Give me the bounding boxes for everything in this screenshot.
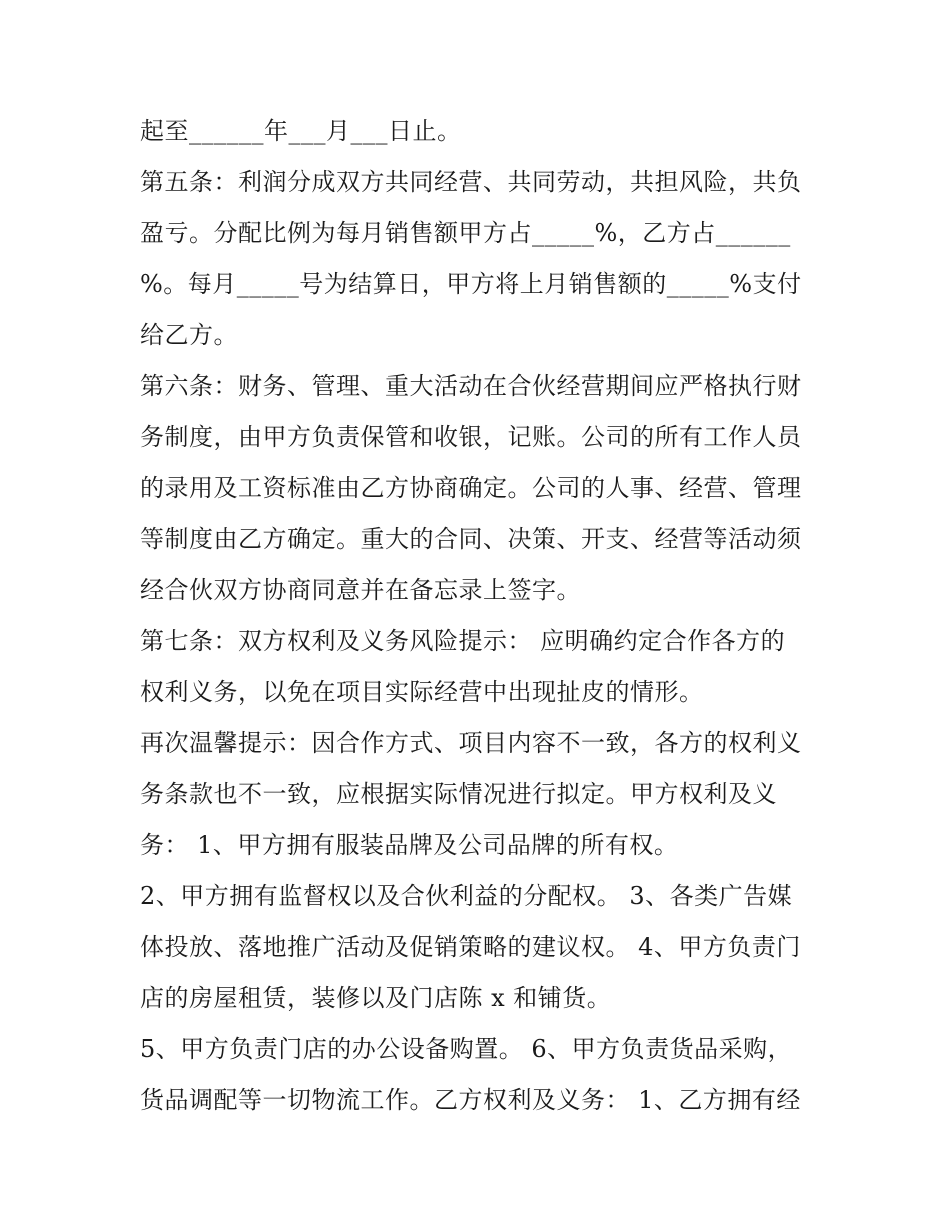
text-line: 盈亏。分配比例为每月销售额甲方占_____%，乙方占______	[140, 219, 791, 247]
text-line: 等制度由乙方确定。重大的合同、决策、开支、经营等活动须	[140, 525, 802, 553]
text-line: 权利义务，以免在项目实际经营中出现扯皮的情形。	[140, 678, 704, 706]
text-line: 的录用及工资标准由乙方协商确定。公司的人事、经营、管理	[140, 474, 802, 502]
text-line: 第六条：财务、管理、重大活动在合伙经营期间应严格执行财	[140, 372, 802, 400]
text-line: 务条款也不一致，应根据实际情况进行拟定。甲方权利及义	[140, 780, 777, 808]
text-line: 第五条：利润分成双方共同经营、共同劳动，共担风险，共负	[140, 168, 802, 196]
text-line: 务制度，由甲方负责保管和收银，记账。公司的所有工作人员	[140, 423, 802, 451]
text-line: 5、甲方负责门店的办公设备购置。 6、甲方负责货品采购，	[140, 1035, 793, 1063]
text-line: 体投放、落地推广活动及促销策略的建议权。 4、甲方负责门	[140, 933, 801, 961]
text-line: 货品调配等一切物流工作。乙方权利及义务： 1、乙方拥有经	[140, 1086, 801, 1114]
document-body	[140, 106, 820, 1126]
text-line: 务： 1、甲方拥有服装品牌及公司品牌的所有权。	[140, 831, 679, 859]
text-line: 2、甲方拥有监督权以及合伙利益的分配权。 3、各类广告媒	[140, 882, 793, 910]
text-line: 店的房屋租赁，装修以及门店陈 x 和铺货。	[140, 984, 612, 1012]
text-line: %。每月_____号为结算日，甲方将上月销售额的_____%支付	[140, 270, 802, 298]
text-line: 给乙方。	[140, 321, 238, 349]
text-line: 经合伙双方协商同意并在备忘录上签字。	[140, 576, 581, 604]
text-line: 再次温馨提示：因合作方式、项目内容不一致，各方的权利义	[140, 729, 802, 757]
text-line: 第七条：双方权利及义务风险提示： 应明确约定合作各方的	[140, 627, 786, 655]
text-line: 起至______年___月___日止。	[140, 117, 462, 145]
